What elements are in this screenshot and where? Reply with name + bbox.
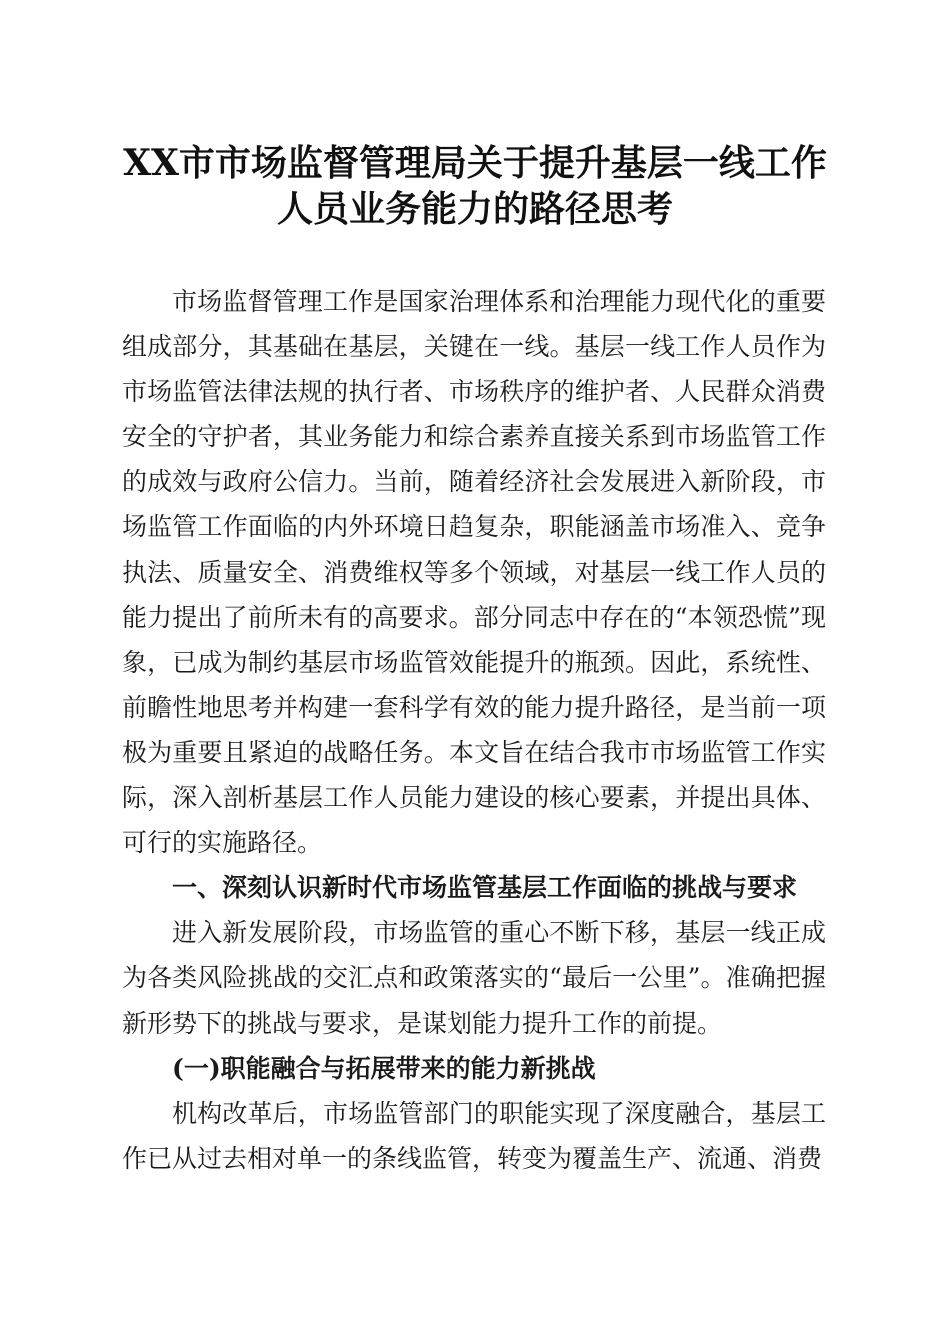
subsection-1-paragraph: 机构改革后，市场监管部门的职能实现了深度融合，基层工作已从过去相对单一的条线监管，转变为覆盖生产、流通、消费	[122, 1098, 826, 1173]
title-line-2: 人员业务能力的路径思考	[276, 188, 673, 230]
document-body	[122, 279, 826, 1181]
intro-paragraph: 市场监督管理工作是国家治理体系和治理能力现代化的重要组成部分，其基础在基层，关键在一线。基层一线工作人员作为市场监管法律法规的执行者、市场秩序的维护者、人民群众消费安全的守护者，其业务能力和综合素养直接关系到市场监管工作的成效与政府公信力。当前，随着经济社会发展进入新阶段，市场监管工作面临的内外环境日趋复杂，职能涵盖市场准入、竞争执法、质量安全、消费维权等多个领域，对基层一线工作人员的能力提出了前所未有的高要求。部分同志中存在的“本领恐慌”现象，已成为制约基层市场监管效能提升的瓶颈。因此，系统性、前瞻性地思考并构建一套科学有效的能力提升路径，是当前一项极为重要且紧迫的战略任务。本文旨在结合我市市场监管工作实际，深入剖析基层工作人员能力建设的核心要素，并提出具体、可行的实施路径。	[122, 287, 826, 858]
section-1-heading: 一、深刻认识新时代市场监管基层工作面临的挑战与要求	[172, 873, 798, 903]
title-line-1: XX市市场监督管理局关于提升基层一线工作	[123, 142, 827, 184]
section-1-paragraph: 进入新发展阶段，市场监管的重心不断下移，基层一线正成为各类风险挑战的交汇点和政策落实的“最后一公里”。准确把握新形势下的挑战与要求，是谋划能力提升工作的前提。	[122, 918, 826, 1038]
document-title	[100, 140, 850, 232]
subsection-1-heading: (一)职能融合与拓展带来的能力新挑战	[172, 1053, 596, 1083]
